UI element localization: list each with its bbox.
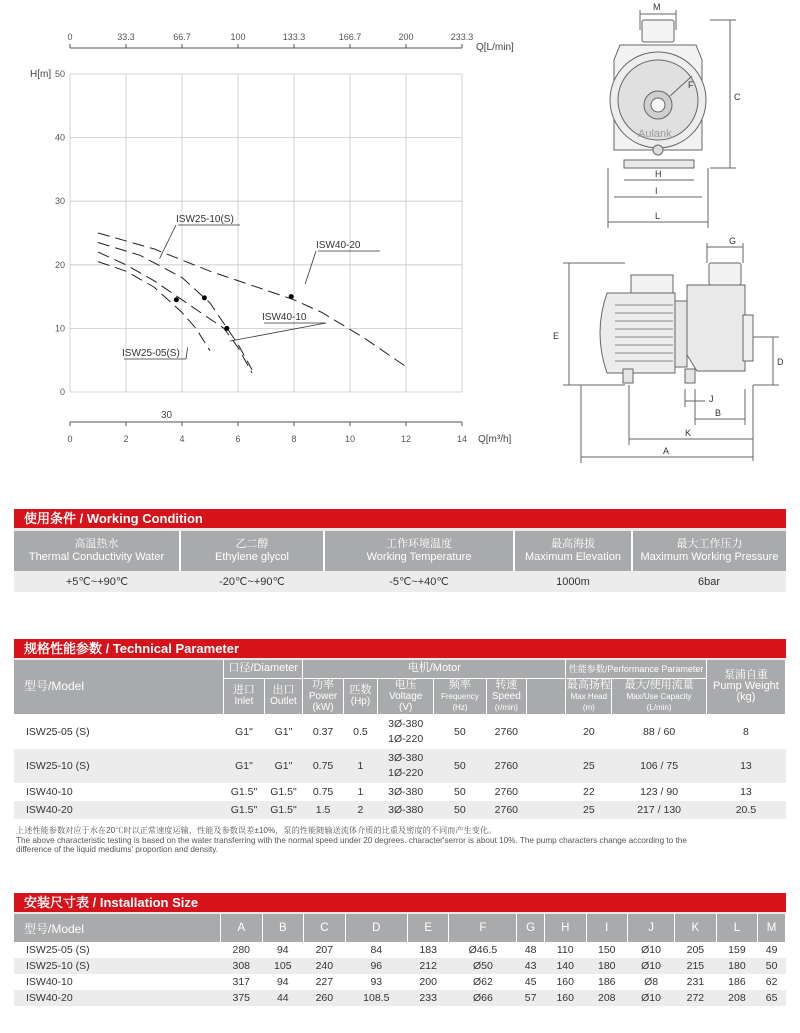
series-marker-0 [174, 297, 179, 302]
series-label-1: ISW25-10(S) [176, 214, 234, 225]
pump-front-view [590, 0, 790, 240]
wc-header-1: 乙二醇 Ethylene glycol [180, 531, 324, 571]
x-bottom-tick-label: 6 [235, 434, 241, 444]
is-col-header-e: E [407, 914, 449, 942]
technical-parameter-title: 规格性能参数 / Technical Parameter [14, 639, 786, 658]
chart-extra-label: 30 [161, 410, 173, 421]
is-col-header-c: C [304, 914, 346, 942]
brand-logo: Aulank [638, 128, 672, 140]
tp-cell-head: 22 [582, 785, 595, 798]
tp-cell-outlet: G1" [274, 725, 293, 738]
tp-cell-head: 25 [582, 803, 595, 816]
tp-row [14, 801, 786, 819]
is-cell-k: 272 [686, 992, 705, 1004]
tp-voltage-a: 3Ø-380 [388, 803, 424, 816]
tp-voltage-header: 电压 Voltage (V) [378, 678, 434, 714]
tp-cell-empty [527, 783, 566, 801]
wc-value-4: 6bar [697, 575, 721, 588]
series-label-leader [305, 251, 316, 284]
tp-cell-capacity: 106 / 75 [640, 759, 679, 772]
is-cell-i: 180 [598, 960, 616, 972]
is-cell-g: 45 [524, 976, 537, 988]
tp-cell-voltage [378, 749, 434, 783]
tp-cell-capacity: 88 / 60 [643, 725, 676, 738]
dim-label-m: M [653, 2, 661, 12]
is-cell-j: Ø8 [644, 976, 659, 988]
is-cell-l: 186 [728, 976, 746, 988]
series-label-2: ISW40-10 [262, 312, 307, 323]
is-cell-j: Ø10 [641, 944, 661, 956]
is-cell-j: Ø10 [641, 992, 661, 1004]
is-cell-e: 212 [419, 960, 437, 972]
tp-cell-inlet: G1.5" [230, 803, 258, 816]
x-bottom-tick-label: 4 [179, 434, 185, 444]
tp-cell-weight: 13 [740, 759, 752, 772]
x-top-axis-label: Q[L/min] [476, 42, 514, 53]
series-label-3: ISW40-20 [316, 240, 361, 251]
dim-label-f: F [688, 80, 694, 90]
is-col-header-l: L [716, 914, 758, 942]
is-row [14, 974, 786, 990]
dim-label-g: G [729, 236, 737, 246]
x-bottom-tick-label: 2 [123, 434, 129, 444]
working-condition-table [14, 531, 786, 592]
is-cell-b: 94 [276, 976, 289, 988]
x-bottom-axis-label: Q[m³/h] [478, 434, 512, 445]
is-col-header-f: F [449, 914, 517, 942]
x-bottom-tick-label: 0 [67, 434, 73, 444]
y-tick-label: 40 [54, 132, 65, 143]
is-row [14, 958, 786, 974]
series-marker-2 [224, 326, 229, 331]
is-cell-m: 62 [765, 976, 778, 988]
is-cell-g: 48 [524, 944, 537, 956]
tp-cell-power: 1.5 [315, 803, 331, 816]
is-cell-model: ISW25-10 (S) [26, 960, 90, 972]
tp-cell-speed: 2760 [494, 803, 518, 816]
tp-inlet-header: 进口 Inlet [224, 678, 265, 714]
tp-cell-model: ISW25-10 (S) [26, 759, 90, 772]
tp-cell-inlet: G1" [235, 725, 253, 738]
is-col-header-g: G [517, 914, 545, 942]
tp-voltage-a: 3Ø-380 [388, 785, 424, 798]
y-tick-label: 20 [54, 259, 65, 270]
is-cell-g: 57 [524, 992, 537, 1004]
tp-cell-capacity: 217 / 130 [637, 803, 681, 816]
y-axis-label: H[m] [30, 69, 52, 80]
tp-model-header: 型号/Model [14, 660, 224, 714]
technical-parameter-table [14, 660, 786, 819]
is-cell-d: 84 [370, 944, 383, 956]
tp-cell-weight: 8 [743, 725, 749, 738]
is-cell-model: ISW40-10 [26, 976, 73, 988]
wc-value-3: 1000m [556, 575, 590, 588]
tp-cell-outlet: G1" [274, 759, 293, 772]
x-bottom-tick-label: 14 [456, 434, 468, 444]
tp-voltage-a: 3Ø-380 [388, 718, 424, 730]
tp-cell-inlet: G1.5" [230, 785, 258, 798]
installation-size-table [14, 914, 786, 1006]
tp-hp-header: 匹数 (Hp) [343, 678, 377, 714]
x-bottom-tick-label: 10 [344, 434, 356, 444]
is-cell-b: 44 [276, 992, 289, 1004]
chart-grid [70, 48, 462, 422]
is-cell-a: 317 [232, 976, 251, 988]
is-cell-d: 96 [370, 960, 383, 972]
is-cell-a: 280 [232, 944, 251, 956]
is-cell-k: 205 [686, 944, 705, 956]
is-col-header-k: K [675, 914, 717, 942]
tp-row [14, 783, 786, 801]
wc-value-0: +5℃~+90℃ [65, 576, 129, 588]
tp-cell-outlet: G1.5" [270, 803, 297, 816]
is-cell-m: 49 [765, 944, 778, 956]
tp-cell-speed: 2760 [494, 759, 518, 772]
is-cell-b: 94 [276, 944, 289, 956]
is-col-header-a: A [221, 914, 263, 942]
tp-cell-empty [527, 801, 566, 819]
wc-value-1: -20℃~+90℃ [219, 576, 285, 588]
tp-cell-outlet: G1.5" [270, 785, 297, 798]
tp-cell-voltage [378, 783, 434, 801]
dim-label-k: K [685, 428, 692, 438]
tp-capacity-header: 最大/使用流量 Max/Use Capacity (L/min) [612, 678, 707, 714]
tp-cell-hp: 0.5 [353, 725, 368, 738]
is-cell-a: 375 [232, 992, 251, 1004]
is-cell-k: 215 [686, 960, 705, 972]
is-cell-model: ISW40-20 [26, 992, 73, 1004]
is-cell-d: 108.5 [363, 992, 390, 1004]
tp-power-header: 功率 Power (kW) [303, 678, 343, 714]
tp-row [14, 749, 786, 783]
tp-voltage-b: 1Ø-220 [388, 733, 424, 745]
tp-weight-header: 泵浦自重 Pump Weight (kg) [706, 660, 785, 714]
x-top-tick-label: 166.7 [338, 32, 362, 42]
is-col-header-i: I [586, 914, 628, 942]
x-top-tick-label: 33.3 [117, 32, 135, 42]
is-cell-e: 200 [419, 976, 437, 988]
is-cell-g: 43 [524, 960, 537, 972]
wc-header-3: 最高海拔 Maximum Elevation [514, 531, 632, 571]
wc-header-4: 最大工作压力 Maximum Working Pressure [640, 538, 779, 563]
tp-spacer [527, 678, 566, 714]
tp-cell-frequency: 50 [454, 785, 466, 798]
tp-motor-header: 电机/Motor [303, 660, 566, 678]
tp-diameter-header: 口径/Diameter [224, 660, 303, 678]
is-cell-l: 208 [728, 992, 746, 1004]
tp-cell-speed: 2760 [494, 785, 518, 798]
tp-cell-model: ISW40-10 [26, 785, 73, 798]
performance-chart [0, 0, 514, 460]
x-top-tick-label: 0 [67, 32, 73, 42]
tp-cell-capacity: 123 / 90 [640, 785, 679, 798]
is-col-header-m: M [758, 914, 786, 942]
dim-label-c: C [734, 92, 741, 102]
is-cell-i: 186 [598, 976, 616, 988]
series-line-0 [98, 262, 210, 351]
tp-cell-frequency: 50 [454, 725, 466, 738]
series-marker-1 [202, 295, 207, 300]
tp-cell-weight: 20.5 [735, 803, 757, 816]
tp-cell-head: 20 [582, 725, 595, 738]
x-top-tick-label: 66.7 [173, 32, 191, 42]
tp-cell-frequency: 50 [454, 759, 466, 772]
is-model-header: 型号/Model [14, 914, 221, 942]
series-label-0: ISW25-05(S) [122, 348, 180, 359]
tp-cell-hp: 2 [357, 803, 364, 816]
dim-label-a: A [663, 446, 670, 456]
is-cell-f: Ø46.5 [468, 944, 498, 956]
is-cell-c: 240 [315, 960, 334, 972]
tp-row [14, 714, 786, 749]
is-cell-i: 208 [598, 992, 616, 1004]
tp-cell-empty [527, 749, 566, 783]
y-tick-label: 10 [54, 323, 65, 334]
wc-header-2: 工作环境温度 Working Temperature [324, 531, 514, 571]
y-tick-label: 50 [54, 69, 65, 79]
x-bottom-tick-label: 12 [400, 434, 412, 444]
technical-note-en-1: The above characteristic testing is based on the water transferring with the normal speed under 20 degrees. character'serror is about 10%. The pump characters change according to the [16, 836, 687, 845]
tp-outlet-header: 出口 Outlet [264, 678, 303, 714]
tp-head-header: 最高扬程 Max Head (m) [566, 678, 612, 714]
is-cell-f: Ø50 [472, 960, 493, 972]
is-cell-a: 308 [232, 960, 251, 972]
dim-label-i: I [655, 186, 658, 196]
is-cell-e: 183 [419, 944, 437, 956]
is-col-header-d: D [345, 914, 407, 942]
tp-performance-header: 性能参数/Performance Parameter [566, 660, 707, 678]
technical-note-cn: 上述性能参数对应于水在20℃时以正常速度运输，性能及参数误差±10%，泵的性能随输送流体介质的比重及密度的不同而产生变化。 [16, 826, 497, 835]
series-label-leader [160, 225, 176, 258]
tp-cell-model: ISW40-20 [26, 803, 73, 816]
tp-voltage-a: 3Ø-380 [388, 752, 424, 764]
is-cell-e: 233 [419, 992, 437, 1004]
series-label-leader [186, 347, 188, 359]
tp-cell-inlet: G1" [235, 759, 253, 772]
tp-cell-power: 0.37 [312, 725, 334, 738]
is-cell-h: 160 [556, 992, 574, 1004]
tp-cell-head: 25 [582, 759, 595, 772]
is-cell-f: Ø66 [472, 992, 493, 1004]
is-cell-j: Ø10 [641, 960, 661, 972]
is-cell-c: 207 [315, 944, 334, 956]
series-line-3 [98, 233, 406, 367]
wc-value-2: -5℃~+40℃ [389, 576, 449, 588]
chart-series [98, 214, 406, 373]
is-cell-m: 65 [765, 992, 778, 1004]
tp-cell-power: 0.75 [312, 759, 334, 772]
wc-header-0: 高温热水 Thermal Conductivity Water [14, 531, 180, 571]
is-row [14, 990, 786, 1006]
tp-cell-hp: 1 [357, 785, 364, 798]
tp-cell-power: 0.75 [312, 785, 334, 798]
pump-side-view [545, 235, 790, 465]
dim-label-h: H [655, 169, 662, 179]
installation-size-title: 安装尺寸表 / Installation Size [14, 893, 786, 912]
tp-cell-empty [527, 714, 566, 749]
is-col-header-j: J [628, 914, 675, 942]
is-cell-h: 160 [556, 976, 574, 988]
is-cell-c: 260 [315, 992, 334, 1004]
is-col-header-h: H [544, 914, 586, 942]
working-condition-title: 使用条件 / Working Condition [14, 509, 786, 528]
is-cell-k: 231 [686, 976, 705, 988]
tp-cell-weight: 13 [740, 785, 752, 798]
is-cell-i: 150 [598, 944, 616, 956]
tp-cell-frequency: 50 [454, 803, 466, 816]
is-cell-f: Ø62 [472, 976, 493, 988]
is-cell-h: 110 [556, 944, 574, 956]
is-cell-c: 227 [315, 976, 334, 988]
tp-cell-model: ISW25-05 (S) [26, 725, 90, 738]
is-cell-b: 105 [274, 960, 292, 972]
is-cell-l: 180 [728, 960, 746, 972]
chart-ticks [55, 32, 473, 444]
technical-note-en-2: difference of the liquid mediums' proportion and density. [16, 845, 218, 854]
is-row [14, 942, 786, 958]
dim-label-l: L [655, 211, 661, 221]
is-cell-h: 140 [556, 960, 574, 972]
tp-cell-speed: 2760 [494, 725, 518, 738]
tp-cell-voltage [378, 714, 434, 749]
is-cell-m: 50 [765, 960, 778, 972]
dim-label-d: D [777, 357, 784, 367]
dim-label-b: B [715, 408, 722, 418]
x-top-tick-label: 200 [398, 32, 414, 42]
is-col-header-b: B [262, 914, 304, 942]
x-top-tick-label: 133.3 [282, 32, 306, 42]
is-cell-model: ISW25-05 (S) [26, 944, 90, 956]
y-tick-label: 0 [59, 387, 65, 397]
series-label-leader [230, 323, 326, 341]
x-top-tick-label: 100 [230, 32, 246, 42]
dim-label-e: E [553, 331, 560, 341]
x-bottom-tick-label: 8 [291, 434, 297, 444]
tp-cell-voltage [378, 801, 434, 819]
dim-label-j: J [709, 394, 714, 404]
x-top-tick-label: 233.3 [450, 32, 474, 42]
tp-speed-header: 转速 Speed (r/min) [486, 678, 527, 714]
y-tick-label: 30 [54, 196, 65, 207]
tp-frequency-header: 频率 Frequency (Hz) [434, 678, 486, 714]
tp-voltage-b: 1Ø-220 [388, 767, 424, 779]
is-cell-l: 159 [728, 944, 746, 956]
tp-cell-hp: 1 [357, 759, 364, 772]
is-cell-d: 93 [370, 976, 383, 988]
series-marker-3 [289, 294, 294, 299]
